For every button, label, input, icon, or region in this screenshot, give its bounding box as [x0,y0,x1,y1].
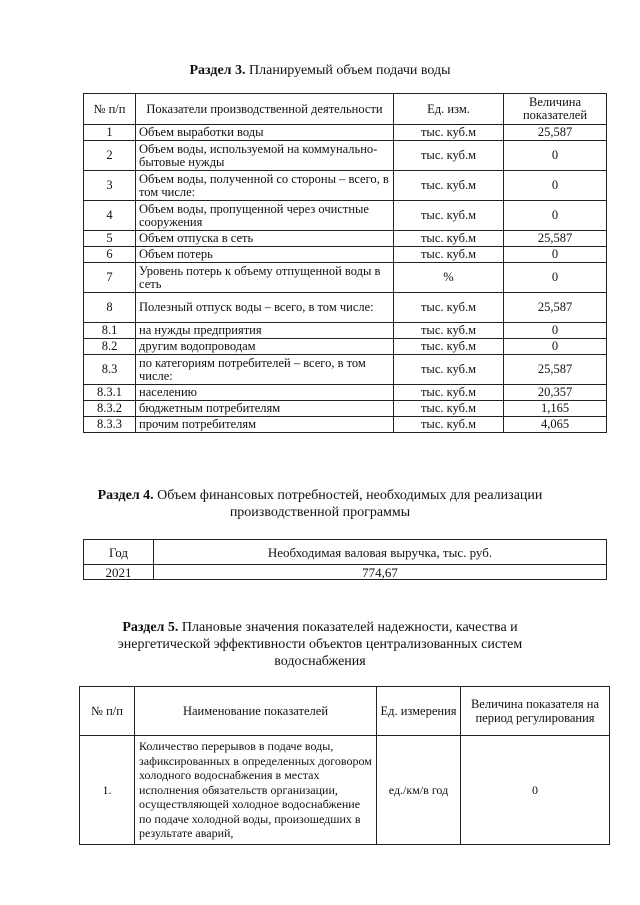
row-unit: тыс. куб.м [394,201,504,231]
table-row [84,247,607,263]
row-unit: тыс. куб.м [394,247,504,263]
section3-title: Планируемый объем подачи воды [249,63,451,78]
header-indicator: Показатели производственной деятельности [136,94,394,125]
row-num: 4 [84,201,136,231]
table-row [84,565,607,580]
table-row [84,201,607,231]
row-value: 0 [504,141,607,171]
row-name: Объем воды, пропущенной через очистные сооружения [136,201,394,231]
row-unit: тыс. куб.м [394,171,504,201]
section5-title-line2: энергетической эффективности объектов централизованных систем [117,637,523,652]
row-unit: тыс. куб.м [394,385,504,401]
table-row [84,401,607,417]
row-name: Уровень потерь к объему отпущенной воды в сеть [136,263,394,293]
section5-heading [0,619,640,670]
row-name: Объем воды, полученной со стороны – всего, в том числе: [136,171,394,201]
row-unit: тыс. куб.м [394,231,504,247]
section4-table [83,539,607,580]
section4-title-line2: производственной программы [229,505,411,520]
row-unit: тыс. куб.м [394,125,504,141]
row-unit: тыс. куб.м [394,339,504,355]
header-unit: Ед. измерения [377,687,461,736]
table-row [84,141,607,171]
section3-heading [0,62,640,79]
table-row [80,736,610,845]
table-row [84,263,607,293]
row-num: 8.3.2 [84,401,136,417]
table-row [84,339,607,355]
row-value: 0 [504,171,607,201]
row-unit: тыс. куб.м [394,417,504,433]
row-num: 8.2 [84,339,136,355]
row-name: другим водопроводам [136,339,394,355]
row-value: 25,587 [504,125,607,141]
row-value: 0 [504,339,607,355]
row-value: 25,587 [504,355,607,385]
row-unit: тыс. куб.м [394,323,504,339]
row-name: Объем отпуска в сеть [136,231,394,247]
row-name: на нужды предприятия [136,323,394,339]
header-unit: Ед. изм. [394,94,504,125]
section3-table [83,93,607,433]
row-value: 774,67 [154,565,607,580]
table-header-row [84,540,607,565]
row-num: 8.3.3 [84,417,136,433]
row-name: Объем потерь [136,247,394,263]
row-year: 2021 [84,565,154,580]
row-name: прочим потребителям [136,417,394,433]
section5-title-line1: Раздел 5. Плановые значения показателей надежности, качества и [122,620,518,635]
row-name: Объем выработки воды [136,125,394,141]
row-value: 0 [461,736,610,845]
section5-label: Раздел 5. [122,620,179,635]
row-value: 0 [504,201,607,231]
row-num: 2 [84,141,136,171]
row-unit: ед./км/в год [377,736,461,845]
row-name: по категориям потребителей – всего, в том числе: [136,355,394,385]
header-year: Год [84,540,154,565]
row-num: 8.3.1 [84,385,136,401]
row-num: 6 [84,247,136,263]
section5-title-line3: водоснабжения [274,654,366,669]
row-num: 8.1 [84,323,136,339]
table-row [84,125,607,141]
row-unit: % [394,263,504,293]
row-num: 1. [80,736,135,845]
section4-label: Раздел 4. [97,488,154,503]
row-value: 0 [504,263,607,293]
row-value: 0 [504,247,607,263]
table-row [84,171,607,201]
row-num: 3 [84,171,136,201]
header-num: № п/п [84,94,136,125]
section4-heading [0,487,640,521]
row-name: Объем воды, используемой на коммунально-бытовые нужды [136,141,394,171]
table-header-row [80,687,610,736]
row-value: 1,165 [504,401,607,417]
row-value: 25,587 [504,293,607,323]
table-row [84,385,607,401]
row-value: 25,587 [504,231,607,247]
header-indicator-name: Наименование показателей [135,687,377,736]
header-revenue: Необходимая валовая выручка, тыс. руб. [154,540,607,565]
row-unit: тыс. куб.м [394,355,504,385]
header-value: Величина показателя на период регулирования [461,687,610,736]
row-num: 8.3 [84,355,136,385]
row-unit: тыс. куб.м [394,141,504,171]
row-value: 20,357 [504,385,607,401]
row-num: 1 [84,125,136,141]
table-row [84,293,607,323]
table-row [84,231,607,247]
row-value: 4,065 [504,417,607,433]
row-name: Количество перерывов в подаче воды, зафиксированных в определенных договором холодного водоснабжения в местах исполнения обязательств организации, осуществляющей холодное водоснабжение по подаче холодной воды, произошедших в результате аварий, [135,736,377,845]
section4-title-line1: Раздел 4. Объем финансовых потребностей, необходимых для реализации [97,488,543,503]
row-unit: тыс. куб.м [394,401,504,417]
section3-label: Раздел 3. [189,63,246,78]
table-row [84,355,607,385]
table-row [84,323,607,339]
header-value: Величина показателей [504,94,607,125]
section5-table [79,686,610,845]
header-num: № п/п [80,687,135,736]
table-header-row [84,94,607,125]
row-num: 7 [84,263,136,293]
table-row [84,417,607,433]
row-name: бюджетным потребителям [136,401,394,417]
row-value: 0 [504,323,607,339]
row-num: 5 [84,231,136,247]
row-unit: тыс. куб.м [394,293,504,323]
row-name: населению [136,385,394,401]
row-name: Полезный отпуск воды – всего, в том числе: [136,293,394,323]
row-num: 8 [84,293,136,323]
